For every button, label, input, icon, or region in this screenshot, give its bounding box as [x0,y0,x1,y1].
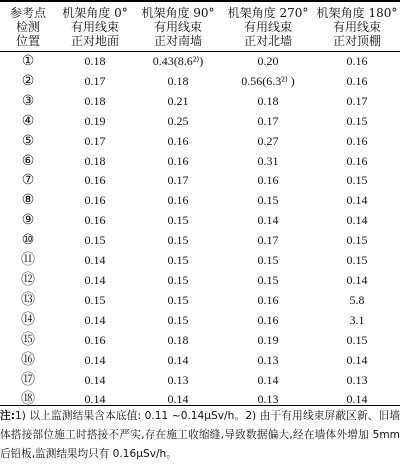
row-value-cell: 0.31 [257,153,279,168]
row-value-cell: 0.18 [84,93,106,108]
row-value-cell: 0.16 [346,153,368,168]
row-value-cell: 3.1 [349,312,365,327]
row-value-cell: 0.14 [346,213,368,228]
row-position-label: ⑫ [21,272,35,288]
row-value-cell: 0.14 [84,272,106,287]
row-position-label: ⑧ [21,193,35,209]
row-value-cell: 0.16 [167,153,189,168]
row-value-cell: 0.18 [167,73,189,88]
row-position-label: ⑭ [21,312,35,328]
row-value-cell: 0.16 [346,54,368,68]
row-position-label: ⑪ [21,253,35,269]
row-position-label: ③ [21,93,35,109]
row-value-cell: 0.14 [346,352,368,367]
row-value-cell: 0.13 [346,372,368,387]
row-value-cell: 0.14 [167,392,189,407]
row-value-cell: 0.16 [84,173,106,188]
row-value-cell: 0.15 [346,332,368,347]
table-row [0,231,400,251]
table-row [0,271,400,291]
row-value-cell: 0.15 [84,292,106,307]
row-value-cell: 0.15 [84,233,106,248]
row-value-cell: 0.15 [167,272,189,287]
row-value-cell: 0.16 [257,173,279,188]
row-value-cell: 0.20 [257,54,279,68]
row-value-cell: 0.16 [167,133,189,148]
row-value-cell: 0.19 [84,113,106,128]
table-row [0,351,400,371]
row-value-cell: 0.15 [167,292,189,307]
row-position-label: ⑨ [21,213,35,229]
row-value-cell: 0.13 [257,352,279,367]
header-angle-270: 机架角度 270° 有用线束 正对北墙 [222,1,314,52]
row-value-cell: 0.56(6.3²⁾ ) [241,73,295,88]
header-angle-90: 机架角度 90° 有用线束 正对南墙 [134,1,222,52]
row-value-cell: 0.15 [346,173,368,188]
header-angle-0: 机架角度 0° 有用线束 正对地面 [56,1,134,52]
row-value-cell: 0.16 [167,193,189,208]
table-row [0,251,400,271]
row-value-cell: 0.14 [84,312,106,327]
table-row [0,112,400,132]
table-row [0,371,400,391]
table-row [0,191,400,211]
table-row [0,331,400,351]
table-row [0,52,400,72]
row-position-label: ⑬ [21,292,35,308]
row-value-cell: 0.14 [84,372,106,387]
row-position-label: ⑮ [21,332,35,348]
row-value-cell: 0.17 [84,133,106,148]
row-position-label: ④ [21,113,35,129]
row-value-cell: 0.15 [167,253,189,268]
row-value-cell: 0.14 [84,392,106,407]
row-value-cell: 0.14 [257,372,279,387]
table-row [0,152,400,172]
row-position-label: ⑦ [21,173,35,189]
row-value-cell: 0.18 [257,93,279,108]
table-row [0,92,400,112]
row-position-label: ⑯ [21,352,35,368]
row-value-cell: 0.16 [84,193,106,208]
row-value-cell: 0.19 [257,332,279,347]
row-position-label: ① [21,54,35,69]
row-value-cell: 0.14 [84,253,106,268]
row-value-cell: 0.18 [84,54,106,68]
row-position-label: ⑤ [21,133,35,149]
row-position-label: ⑰ [21,372,35,388]
row-value-cell: 0.16 [346,73,368,88]
row-value-cell: 0.18 [167,332,189,347]
row-value-cell: 0.15 [346,113,368,128]
row-value-cell: 0.16 [257,292,279,307]
row-value-cell: 0.43(8.6²⁾) [152,54,204,68]
row-value-cell: 0.17 [346,93,368,108]
footnote-label: 注: [0,410,16,422]
row-value-cell: 0.15 [257,253,279,268]
row-position-label: ⑥ [21,153,35,169]
row-value-cell: 0.17 [167,173,189,188]
row-value-cell: 0.13 [167,372,189,387]
row-value-cell: 0.13 [257,392,279,407]
table-row [0,72,400,92]
row-value-cell: 5.8 [349,292,365,307]
header-angle-180: 机架角度 180° 有用线束 正对顶棚 [314,1,400,52]
row-value-cell: 0.14 [346,272,368,287]
row-value-cell: 0.15 [167,312,189,327]
row-value-cell: 0.15 [346,233,368,248]
row-value-cell: 0.17 [257,233,279,248]
row-value-cell: 0.14 [84,352,106,367]
table-row [0,132,400,152]
row-value-cell: 0.17 [257,113,279,128]
row-value-cell: 0.18 [84,153,106,168]
row-value-cell: 0.14 [346,193,368,208]
row-value-cell: 0.16 [84,332,106,347]
table-row [0,311,400,331]
row-value-cell: 0.15 [257,193,279,208]
row-value-cell: 0.15 [167,213,189,228]
row-value-cell: 0.16 [346,133,368,148]
table-body [0,52,400,411]
row-value-cell: 0.14 [167,352,189,367]
row-value-cell: 0.16 [84,213,106,228]
row-value-cell: 0.15 [257,272,279,287]
row-value-cell: 0.14 [257,213,279,228]
table-row [0,291,400,311]
row-value-cell: 0.21 [167,93,189,108]
row-value-cell: 0.17 [84,73,106,88]
row-position-label: ② [21,73,35,89]
row-value-cell: 0.16 [257,312,279,327]
table-footnote [0,405,400,466]
row-position-label: ⑱ [21,392,35,408]
row-value-cell: 0.15 [346,253,368,268]
row-value-cell: 0.14 [346,392,368,407]
footnote-text: 1) 以上监测结果含本底值: 0.11 ~0.14μSv/h。2) 由于有用线束屏蔽区新、旧墙体搭接部位施工时搭接不严实,存在施工收缩缝,导致数据偏大,经在墙体外增加 5mm 后铅板,监测结果均只有 0.16μSv/h。 [0,410,400,460]
header-position: 参考点 检测 位置 [0,1,56,52]
row-value-cell: 0.15 [167,233,189,248]
table-header [0,1,400,52]
table-row [0,171,400,191]
row-value-cell: 0.25 [167,113,189,128]
row-position-label: ⑩ [21,233,35,249]
table-row [0,211,400,231]
row-value-cell: 0.27 [257,133,279,148]
